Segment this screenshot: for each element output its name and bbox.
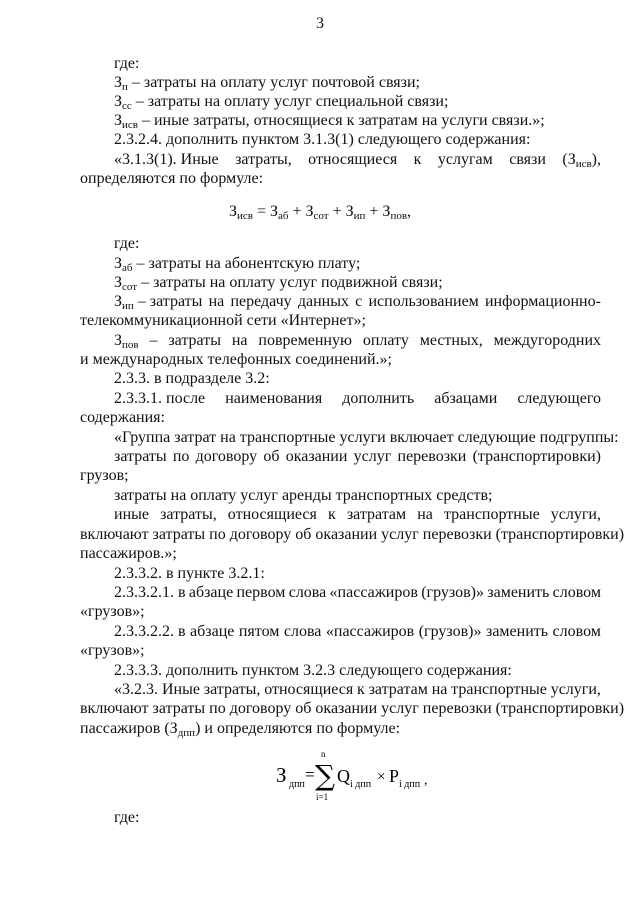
page-number: 3 [316, 15, 324, 32]
item-2-3-2-4: 2.3.2.4. дополнить пунктом 3.1.3(1) следующего содержания: [114, 131, 531, 148]
transport-cargo-second: грузов; [80, 467, 129, 484]
item-3-2-3-first: «3.2.3. Иные затраты, относящиеся к затратам на транспортные услуги, [114, 681, 601, 698]
def-calls-second: и международных телефонных соединений.»; [80, 351, 392, 368]
item-2-3-3-1-second: содержания: [80, 409, 165, 426]
def-special: $З_{сс}$ – затраты на оплату услуг специальной связи; [114, 93, 449, 112]
svg-text:,: , [424, 773, 428, 788]
item-2-3-3-2-2-second: «грузов»; [80, 642, 145, 659]
def-postal: $З_п$ – затраты на оплату услуг почтовой связи; [114, 74, 420, 93]
where-label-3: где: [114, 809, 140, 826]
item-2-3-3-2-1-first: 2.3.3.2.1. в абзаце первом слова «пассажиров (грузов)» заменить словом [114, 584, 601, 601]
def-internet-second: телекоммуникационной сети «Интернет»; [80, 312, 366, 329]
svg-text:n: n [321, 749, 326, 759]
item-2-3-3-2-2-first: 2.3.3.2.2. в абзаце пятом слова «пассажиров (грузов)» заменить словом [114, 623, 601, 640]
svg-text:i дпп: i дпп [399, 779, 421, 790]
def-internet-first: $З_{ип}$ – затраты на передачу данных с использованием информационно- [114, 293, 601, 312]
transport-other-first: иные затраты, относящиеся к затратам на транспортные услуги, [114, 506, 601, 523]
item-3-1-3-1-second: определяются по формуле: [80, 170, 264, 187]
item-3-2-3-second: включают затраты по договору об оказании услуг перевозки (транспортировки) [80, 700, 625, 717]
item-3-1-3-1-first: «3.1.3(1). Иные затраты, относящиеся к услугам связи $(З_{исв})$, [114, 151, 601, 170]
svg-text:∑: ∑ [315, 759, 335, 792]
item-2-3-3-3: 2.3.3.3. дополнить пунктом 3.2.3 следующего содержания: [114, 662, 512, 679]
where-label-1: где: [114, 55, 140, 72]
transport-other-third: пассажиров.»; [80, 545, 177, 562]
where-label-2: где: [114, 235, 140, 252]
formula-isv: $З_{исв} = З_{аб} + З_{сот} + З_{ип} + З_{пов}$, [228, 203, 412, 222]
svg-text:×: × [377, 769, 386, 785]
svg-text:P: P [389, 766, 400, 786]
transport-rent: затраты на оплату услуг аренды транспортных средств; [114, 487, 493, 504]
def-other: $З_{исв}$ – иные затраты, относящиеся к затратам на услуги связи.»; [114, 112, 545, 131]
transport-group-intro: «Группа затрат на транспортные услуги включает следующие подгруппы: [114, 429, 619, 446]
item-2-3-3: 2.3.3. в подразделе 3.2: [114, 370, 270, 387]
def-subscriber: $З_{аб}$ – затраты на абонентскую плату; [114, 255, 361, 274]
def-calls-first: $З_{пов}$ – затраты на повременную оплату местных, междугородних [114, 332, 601, 351]
item-3-2-3-third: пассажиров $(З_{дпп})$ и определяются по формуле: [80, 720, 401, 739]
transport-cargo-first: затраты по договору об оказании услуг перевозки (транспортировки) [114, 448, 601, 465]
svg-text:З: З [276, 763, 287, 787]
item-2-3-3-1-first: 2.3.3.1. после наименования дополнить абзацами следующего [114, 390, 601, 407]
svg-text:Q: Q [337, 766, 350, 786]
svg-text:=: = [305, 765, 315, 784]
item-2-3-3-2-1-second: «грузов»; [80, 603, 145, 620]
transport-other-second: включают затраты по договору об оказании услуг перевозки (транспортировки) [80, 526, 625, 543]
formula-dpp [276, 748, 436, 804]
svg-text:дпп: дпп [289, 779, 305, 790]
svg-text:i=1: i=1 [316, 792, 329, 802]
item-2-3-3-2: 2.3.3.2. в пункте 3.2.1: [114, 565, 265, 582]
def-mobile: $З_{сот}$ – затраты на оплату услуг подвижной связи; [114, 274, 443, 293]
svg-text:i дпп: i дпп [350, 779, 372, 790]
